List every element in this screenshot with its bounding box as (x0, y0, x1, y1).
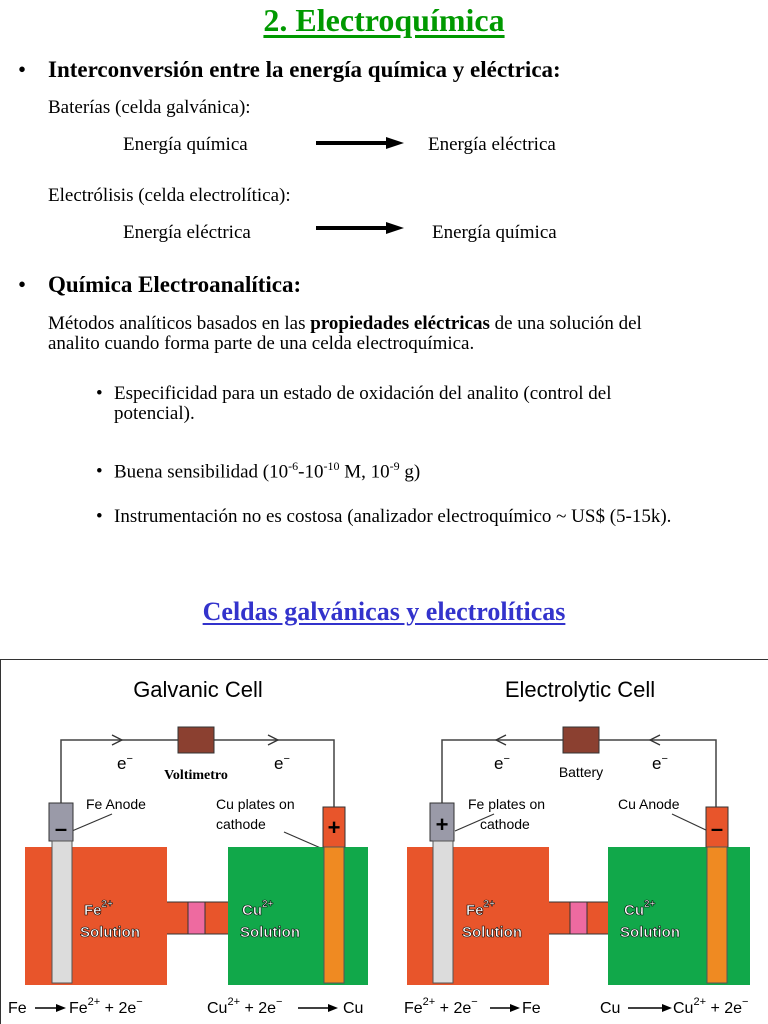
voltmeter-label: Voltimetro (164, 768, 228, 783)
electrolysis-label: Electrólisis (celda electrolítica): (48, 185, 291, 206)
electron-label: e− (274, 753, 290, 773)
fe-ion-label: $Fe^{2+}$ (466, 899, 495, 919)
cu-ion-label: $Cu^{2+}$ (624, 899, 656, 919)
svg-text:Fe2+ + 2e−: $Fe^{2+} + 2e^-$ (69, 996, 143, 1017)
svg-text:Cu2+ + 2e−: $Cu^{2+} + 2e^-$ (673, 996, 749, 1017)
plus-sign: + (327, 815, 341, 840)
svg-text:Fe: Fe (522, 1000, 541, 1017)
heading-electroanalitica: • Química Electroanalítica: (18, 272, 302, 297)
reaction-arrow-icon (56, 1004, 66, 1012)
galvanic-title: Galvanic Cell (133, 677, 263, 702)
electrolytic-title: Electrolytic Cell (504, 677, 656, 702)
anode-label: Cu Anode (618, 796, 680, 812)
right-arrow-icon (316, 222, 404, 234)
cathode-label-line1: Fe plates on (468, 796, 546, 812)
fe-solution-label: Solution (80, 924, 140, 941)
list-item: • Instrumentación no es costosa (analizador electroquímico ~ US$ (5-15k). (96, 506, 672, 527)
bullet-dot: • (18, 57, 27, 82)
svg-text:Cu: Cu (600, 1000, 621, 1017)
electron-label: e− (652, 753, 668, 773)
right-arrow-icon (316, 137, 404, 149)
electrolytic-reactions (404, 996, 748, 1017)
salt-bridge-plug (570, 902, 587, 934)
minus-sign: – (710, 816, 724, 841)
pointer-line (672, 814, 708, 831)
electron-label: e− (117, 753, 133, 773)
battery-label: Battery (558, 764, 604, 780)
cu-cathode-electrode (324, 847, 344, 983)
cu-solution-label: Solution (620, 924, 680, 941)
fe-cathode-electrode (433, 841, 453, 983)
svg-text:Fe2+ + 2e−: $Fe^{2+} + 2e^-$ (404, 996, 478, 1017)
reaction-arrow-icon (510, 1004, 520, 1012)
reaction-arrow-icon (662, 1004, 672, 1012)
description: Métodos analíticos basados en las propiedades eléctricas de una solución del analito cuando forma parte de una celda electroquímica. (48, 313, 642, 354)
electrolysis-to: Energía química (432, 222, 557, 243)
galvanic-cell (8, 677, 368, 1017)
electrolysis-from: Energía eléctrica (123, 222, 251, 243)
battery-label: Baterías (celda galvánica): (48, 97, 251, 118)
cu-ion-label: $Cu^{2+}$ (242, 899, 274, 919)
battery-from: Energía química (123, 134, 248, 155)
bullet-dot: • (18, 272, 27, 297)
reaction-arrow-icon (328, 1004, 338, 1012)
cathode-label-line2: cathode (216, 816, 266, 832)
list-item: • Especificidad para un estado de oxidación del analito (control del potencial). (96, 383, 612, 424)
battery-box (563, 727, 599, 753)
galvanic-reactions (8, 996, 363, 1017)
pointer-line (284, 832, 323, 849)
list-item: • Buena sensibilidad ($10^{-6}-10^{-10}$ M, $10^{-9}$ g) (96, 459, 421, 483)
minus-sign: – (54, 816, 68, 841)
cells-diagram-svg (0, 659, 768, 1024)
svg-text:Fe: Fe (8, 1000, 27, 1017)
voltmeter-box (178, 727, 214, 753)
fe-ion-label: $Fe^{2+}$ (84, 899, 113, 919)
diagram-subtitle: Celdas galvánicas y electrolíticas (202, 597, 566, 626)
svg-text:Cu2+ + 2e−: $Cu^{2+} + 2e^-$ (207, 996, 283, 1017)
cu-anode-electrode (707, 847, 727, 983)
cathode-label-line1: Cu plates on (216, 796, 295, 812)
page-title: 2. Electroquímica (263, 2, 505, 38)
fe-solution-label: Solution (462, 924, 522, 941)
anode-label: Fe Anode (86, 796, 146, 812)
electron-label: e− (494, 753, 510, 773)
battery-to: Energía eléctrica (428, 134, 556, 155)
cells-diagram (0, 659, 768, 1024)
electrolytic-cell (404, 677, 750, 1017)
pointer-line (72, 814, 112, 831)
fe-anode-electrode (52, 841, 72, 983)
heading-interconversion: • Interconversión entre la energía química y eléctrica: (18, 57, 561, 82)
salt-bridge-plug (188, 902, 205, 934)
svg-text:Cu: Cu (343, 1000, 364, 1017)
cathode-label-line2: cathode (480, 816, 530, 832)
plus-sign: + (435, 812, 449, 837)
cu-solution-label: Solution (240, 924, 300, 941)
